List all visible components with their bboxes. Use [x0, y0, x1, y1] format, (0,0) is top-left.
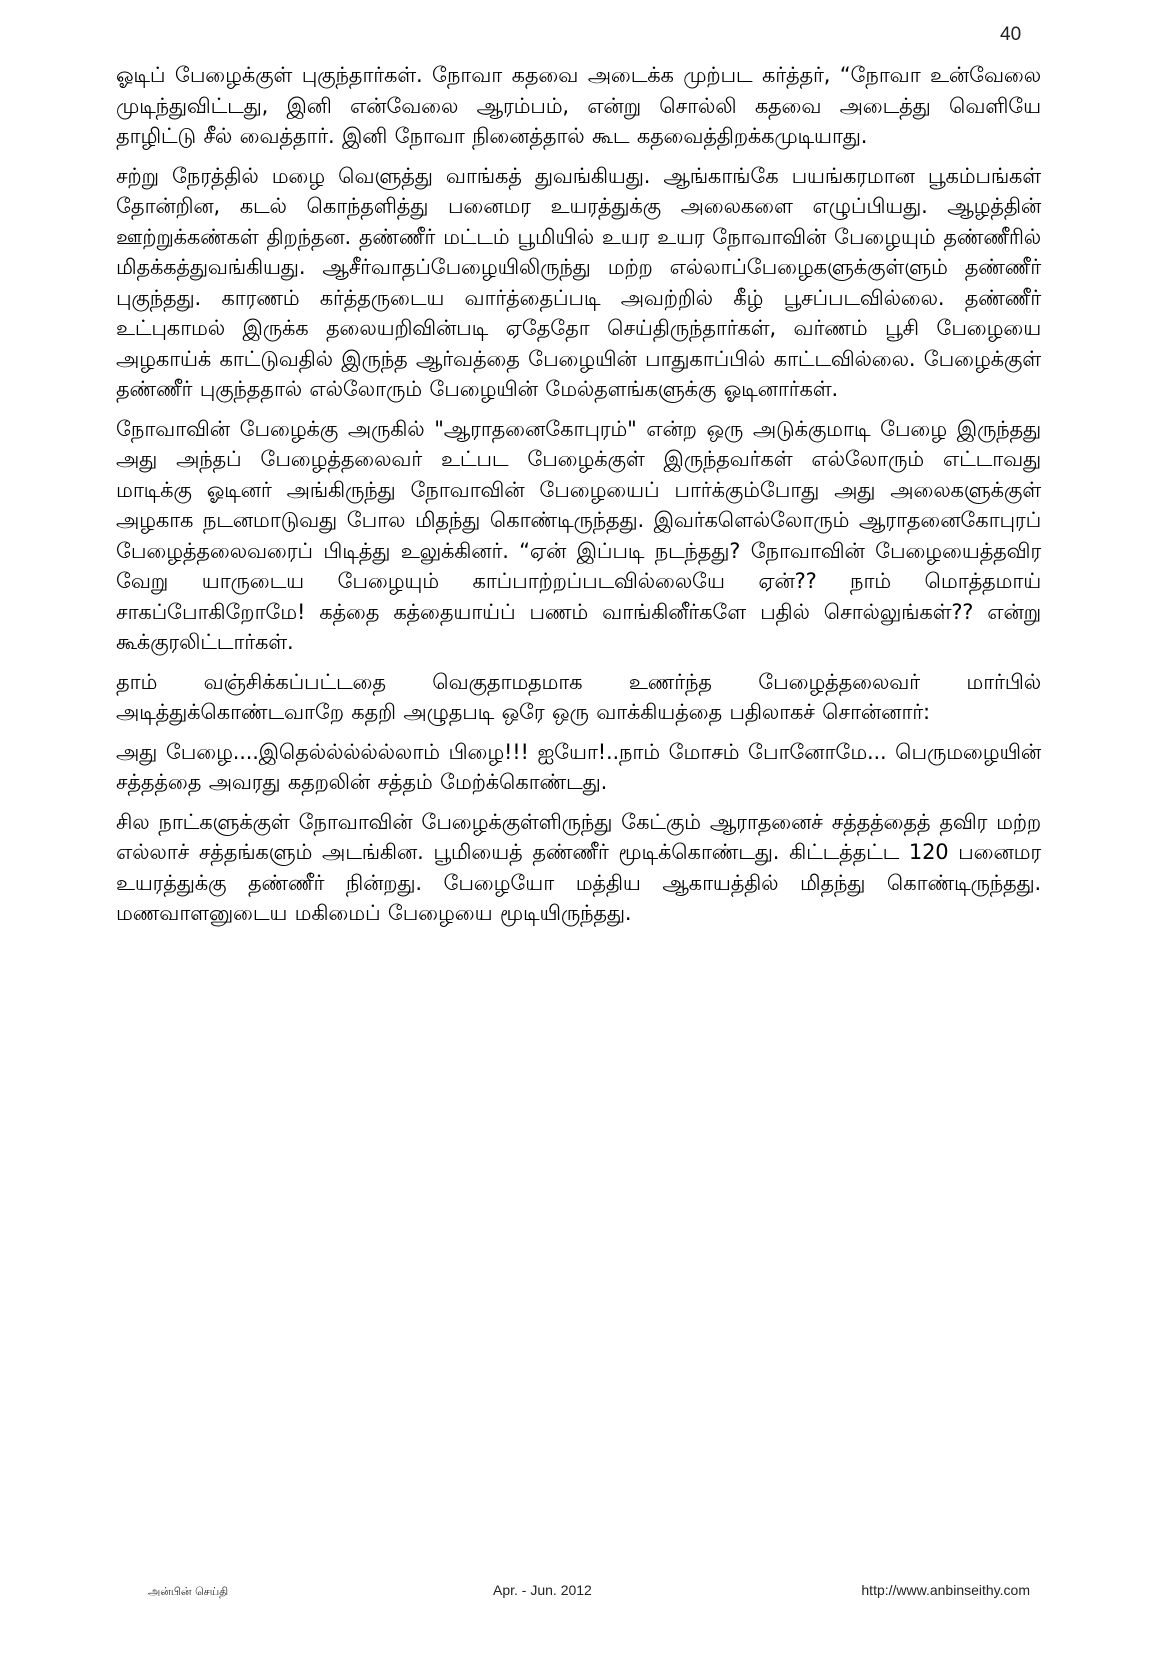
paragraph-earth-covered: சில நாட்களுக்குள் நோவாவின் பேழைக்குள்ளிருந்து கேட்கும் ஆராதனைச் சத்தத்தைத் தவிர மற்ற எல்லாச் சத்தங்களும் அடங்கின. பூமியைத் தண்ணீர் மூடிக்கொண்டது. கிட்டத்தட்ட 120 பனைமர உயரத்துக்கு தண்ணீர் நின்றது. பேழையோ மத்திய ஆகாயத்தில் மிதந்து கொண்டிருந்தது. மணவாளனுடைய மகிமைப் பேழையை மூடியிருந்தது.	[116, 809, 1041, 925]
footer-website-link[interactable]: http://www.anbinseithy.com	[861, 1582, 1030, 1598]
paragraph-flood-begins: சற்று நேரத்தில் மழை வெளுத்து வாங்கத் துவங்கியது. ஆங்காங்கே பயங்கரமான பூகம்பங்கள் தோன்றின, கடல் கொந்தளித்து பனைமர உயரத்துக்கு அலைகளை எழுப்பியது. ஆழத்தின் ஊற்றுக்கண்கள் திறந்தன. தண்ணீர் மட்டம் பூமியில் உயர உயர நோவாவின் பேழையும் தண்ணீரில் மிதக்கத்துவங்கியது. ஆசீர்வாதப்பேழையிலிருந்து மற்ற எல்லாப்பேழைகளுக்குள்ளும் தண்ணீர் புகுந்தது. காரணம் கர்த்தருடைய வார்த்தைப்படி அவற்றில் கீழ் பூசப்படவில்லை. தண்ணீர் உட்புகாமல் இருக்க தலையறிவின்படி ஏதேதோ செய்திருந்தார்கள், வர்ணம் பூசி பேழையை அழகாய்க் காட்டுவதில் இருந்த ஆர்வத்தை பேழையின் பாதுகாப்பில் காட்டவில்லை. பேழைக்குள் தண்ணீர் புகுந்ததால் எல்லோரும் பேழையின் மேல்தளங்களுக்கு ஓடினார்கள்.	[116, 163, 1041, 401]
paragraph-worship-tower: நோவாவின் பேழைக்கு அருகில் "ஆராதனைகோபுரம்" என்ற ஒரு அடுக்குமாடி பேழை இருந்தது அது அந்தப் பேழைத்தலைவர் உட்பட பேழைக்குள் இருந்தவர்கள் எல்லோரும் எட்டாவது மாடிக்கு ஓடினர் அங்கிருந்து நோவாவின் பேழையைப் பார்க்கும்போது அது அலைகளுக்குள் அழகாக நடனமாடுவது போல மிதந்து கொண்டிருந்தது. இவர்களெல்லோரும் ஆராதனைகோபுரப் பேழைத்தலைவரைப் பிடித்து உலுக்கினர். “ஏன் இப்படி நடந்தது? நோவாவின் பேழையைத்தவிர வேறு யாருடைய பேழையும் காப்பாற்றப்படவில்லையே ஏன்?? நாம் மொத்தமாய் சாகப்போகிறோமே! கத்தை கத்தையாய்ப் பணம் வாங்கினீர்களே பதில் சொல்லுங்கள்?? என்று கூக்குரலிட்டார்கள்.	[116, 416, 1041, 654]
footer-issue-date: Apr. - Jun. 2012	[493, 1582, 592, 1598]
paragraph-leader-reply: தாம் வஞ்சிக்கப்பட்டதை வெகுதாமதமாக உணர்ந்த பேழைத்தலைவர் மார்பில் அடித்துக்கொண்டவாறே கதறி அழுதபடி ஒரே ஒரு வாக்கியத்தை பதிலாகச் சொன்னார்:	[116, 669, 1041, 724]
paragraph-lament: அது பேழை....இதெல்ல்ல்ல்ல்லாம் பிழை!!! ஐயோ!..நாம் மோசம் போனோமே... பெருமழையின் சத்தத்தை அவரது கதறலின் சத்தம் மேற்க்கொண்டது.	[116, 739, 1041, 794]
paragraph-door-shut: ஓடிப் பேழைக்குள் புகுந்தார்கள். நோவா கதவை அடைக்க முற்பட கர்த்தர், “நோவா உன்வேலை முடிந்துவிட்டது, இனி என்வேலை ஆரம்பம், என்று சொல்லி கதவை அடைத்து வெளியே தாழிட்டு சீல் வைத்தார். இனி நோவா நினைத்தால் கூட கதவைத்திறக்கமுடியாது.	[116, 63, 1041, 148]
page-number: 40	[1000, 24, 1022, 45]
page-footer	[148, 1582, 1030, 1602]
article-body	[116, 60, 1041, 938]
footer-publication-name: அன்பின் செய்தி	[148, 1585, 229, 1598]
